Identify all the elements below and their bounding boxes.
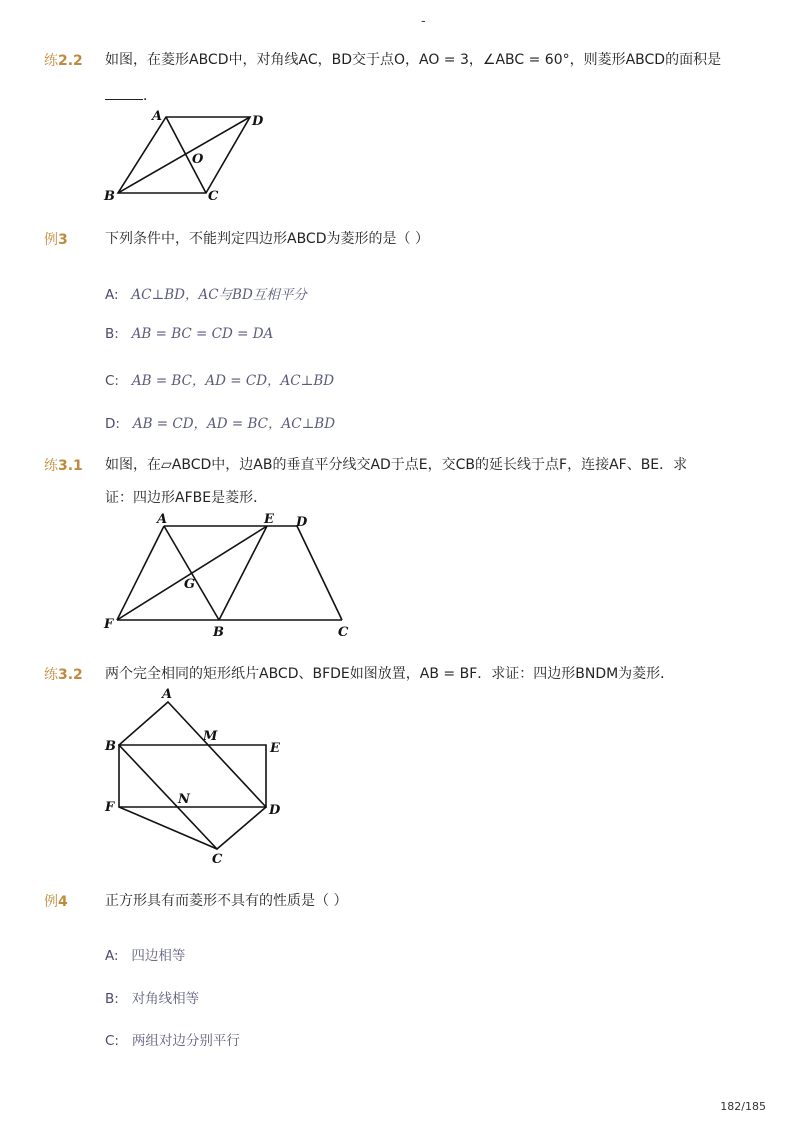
rhombus-figure-2-2 bbox=[100, 105, 280, 205]
label-d: D bbox=[252, 114, 264, 129]
segment-fc bbox=[119, 807, 217, 849]
label-b: B bbox=[213, 625, 224, 640]
side-dc bbox=[297, 526, 342, 620]
rectangle-bfde bbox=[119, 745, 266, 807]
problem-2-2-line2: ． bbox=[105, 86, 157, 106]
label-e: E bbox=[270, 741, 280, 756]
option-a[interactable]: A: 四边相等 bbox=[105, 948, 186, 964]
option-c[interactable]: C: 两组对边分别平行 bbox=[105, 1033, 240, 1049]
rectangle-abcd bbox=[119, 702, 266, 849]
label-f: F bbox=[104, 617, 114, 632]
label-a: A bbox=[152, 109, 163, 124]
problem-2-2-line1: 如图，在菱形ABCD中，对角线AC，BD交于点O，AO = 3，∠ABC = 60°，则菱形ABCD的面积是 bbox=[105, 52, 722, 68]
label-c: C bbox=[208, 189, 219, 204]
option-a[interactable]: A: AC⊥BD，AC与BD互相平分 bbox=[105, 287, 307, 303]
rectangles-figure-3-2 bbox=[100, 684, 295, 866]
label-b: B bbox=[104, 189, 115, 204]
problem-ex4-stem: 正方形具有而菱形不具有的性质是（ ） bbox=[105, 893, 348, 909]
page-number: 182/185 bbox=[720, 1100, 766, 1113]
label-c: C bbox=[212, 852, 223, 866]
problem-tag-2-2: 练2.2 bbox=[44, 53, 83, 69]
label-a: A bbox=[157, 512, 168, 527]
diagonal-bd bbox=[118, 117, 250, 193]
option-b[interactable]: B: 对角线相等 bbox=[105, 991, 200, 1007]
problem-3-1-line1: 如图，在▱ABCD中，边AB的垂直平分线交AD于点E，交CB的延长线于点F，连接AF、BE．求 bbox=[105, 457, 688, 473]
problem-3-2-stem: 两个完全相同的矩形纸片ABCD、BFDE如图放置，AB = BF．求证：四边形BNDM为菱形． bbox=[105, 666, 675, 682]
parallelogram-figure-3-1 bbox=[100, 508, 362, 643]
label-b: B bbox=[105, 739, 116, 754]
option-c[interactable]: C: AB = BC，AD = CD，AC⊥BD bbox=[105, 373, 335, 389]
problem-tag-ex3: 例3 bbox=[44, 232, 68, 248]
option-d[interactable]: D: AB = CD，AD = BC，AC⊥BD bbox=[105, 416, 336, 432]
problem-tag-3-1: 练3.1 bbox=[44, 458, 83, 474]
problem-tag-ex4: 例4 bbox=[44, 894, 68, 910]
header-mark: - bbox=[421, 14, 426, 29]
label-c: C bbox=[338, 625, 349, 640]
label-g: G bbox=[184, 577, 196, 592]
problem-ex3-stem: 下列条件中，不能判定四边形ABCD为菱形的是（ ） bbox=[105, 231, 429, 247]
label-o: O bbox=[192, 152, 204, 167]
option-b[interactable]: B: AB = BC = CD = DA bbox=[105, 326, 274, 342]
problem-tag-3-2: 练3.2 bbox=[44, 667, 83, 683]
label-n: N bbox=[178, 792, 190, 807]
label-d: D bbox=[269, 803, 281, 818]
problem-3-1-line2: 证：四边形AFBE是菱形． bbox=[105, 490, 268, 506]
segment-fe bbox=[117, 526, 267, 620]
label-m: M bbox=[203, 729, 218, 744]
label-a: A bbox=[162, 687, 173, 702]
label-d: D bbox=[296, 515, 308, 530]
label-f: F bbox=[105, 800, 115, 815]
label-e: E bbox=[264, 512, 274, 527]
answer-blank bbox=[105, 87, 143, 100]
